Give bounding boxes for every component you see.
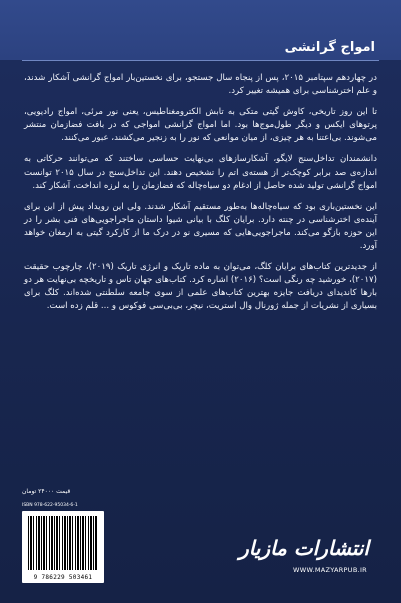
blurb-paragraph-4: این نخستین‌باری بود که سیاه‌چاله‌ها به‌طور مستقیم آشکار شدند. ولی این رویداد پیش از این برای آینده‌ی اخترشناسی در چنته دارد. برایان کلگ با بیانی شیوا داستان ماجراجویی‌های فنی بشر را در این حوزه بازگو می‌کند. ماجراجویی‌هایی که مسیری نو در درک ما از کارکرد گیتی به ارمغان خواهد آورد. bbox=[24, 201, 377, 252]
barcode-digits: 9 786229 503461 bbox=[33, 574, 93, 581]
price-label: قیمت ۲۴۰۰۰ تومان bbox=[22, 488, 71, 495]
blurb-paragraph-3: دانشمندان تداخل‌سنج لایگو، آشکارسازهای بی‌نهایت حساسی ساختند که می‌توانند حرکاتی به اندازه‌ی صد برابر کوچک‌تر از هسته‌ی اتم را تشخیص دهند. این تداخل‌سنج در سال ۲۰۱۵ توانست امواج گرانشی تولید شده حاصل از ادغام دو سیاه‌چاله که فضازمان را به لرزه انداخت، آشکار کند. bbox=[24, 154, 377, 191]
blurb-paragraph-5: از جدیدترین کتاب‌های برایان کلگ، می‌توان به ماده تاریک و انرژی تاریک (۲۰۱۹)، چارچوب حقیقت (۲۰۱۷)، خورشید چه رنگی است؟ (۲۰۱۶) اشاره کرد. کتاب‌های جهان تاس و تاریخچه بی‌نهایت هر دو بارها کاندیدای دریافت جایزه بهترین کتاب‌های علمی از سوی جامعه سلطنتی شده‌اند. کلگ برای بسیاری از نشریات از جمله ژورنال وال استریت، نیچر، بی‌بی‌سی فوکوس و ... قلم زده است. bbox=[24, 262, 377, 312]
barcode-icon bbox=[28, 516, 98, 570]
publisher-url[interactable]: WWW.MAZYARPUB.IR bbox=[293, 566, 367, 574]
blurb-text bbox=[24, 72, 377, 322]
publisher-logo: انتشارات مازیار bbox=[239, 536, 369, 560]
page-title: امواج گرانشی bbox=[284, 40, 375, 55]
barcode bbox=[22, 511, 104, 583]
title-bar bbox=[0, 0, 401, 60]
title-divider bbox=[22, 60, 379, 61]
isbn-label: ISBN 978-622-95034-6-1 bbox=[22, 503, 78, 508]
blurb-paragraph-2: تا این روز تاریخی، کاوش گیتی متکی به تابش الکترومغناطیس، یعنی نور مرئی، امواج رادیویی، پرتوهای ایکس و دیگر طول‌موج‌ها بود. اما امواج گرانشی امواجی که در بافت فضازمان منتشر می‌شوند. بی‌اعتنا به هر چیزی، از میان موانعی که نور را به زنجیر می‌کشند، عبور می‌کنند. bbox=[24, 107, 377, 144]
blurb-paragraph-1: در چهاردهم سپتامبر ۲۰۱۵، پس از پنجاه سال جستجو، برای نخستین‌بار امواج گرانشی آشکار شدند، و علم اخترشناسی برای همیشه تغییر کرد. bbox=[24, 73, 377, 97]
